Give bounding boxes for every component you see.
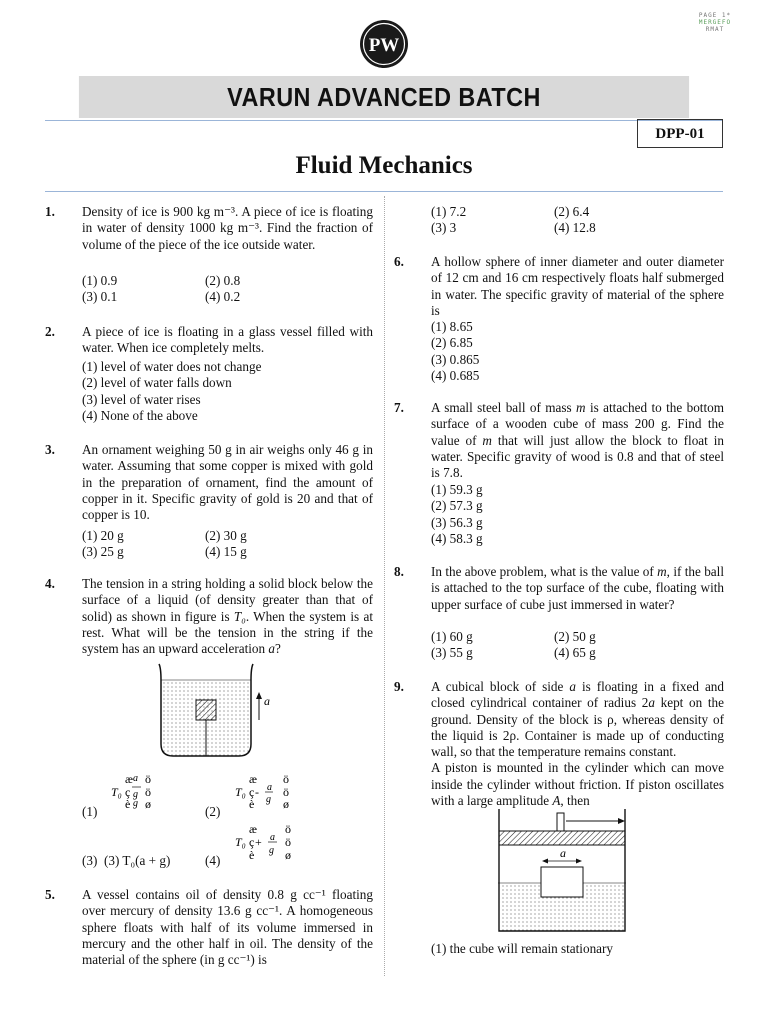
option-2: (2) 0.8 bbox=[205, 273, 241, 288]
option-4: (4) 0.685 bbox=[431, 367, 480, 383]
svg-text:g: g bbox=[133, 798, 138, 809]
option-1: (1) 8.65 bbox=[431, 319, 473, 334]
option-4: (4) 15 g bbox=[205, 544, 247, 559]
option-4: (4) 58.3 g bbox=[431, 530, 483, 546]
acceleration-label: a bbox=[264, 694, 270, 708]
question-text: A vessel contains oil of density 0.8 g cc⁻¹ floating over mercury of density 13.6 g cc⁻¹. A homogeneous sphere floats with half of its volume immersed in mercury and the other half in oil. The density of the material of the sphere (in g cc⁻¹) is bbox=[82, 887, 373, 968]
option-2: (2) 50 g bbox=[554, 629, 596, 644]
option-4: (4) bbox=[205, 853, 221, 868]
svg-text:ø: ø bbox=[285, 848, 291, 862]
question-number: 9. bbox=[394, 679, 404, 694]
pw-logo-text: PW bbox=[368, 35, 400, 56]
question-number: 6. bbox=[394, 254, 404, 269]
svg-text:a: a bbox=[270, 832, 275, 843]
svg-text:T₀: T₀ bbox=[235, 785, 246, 799]
option-4: (4) 65 g bbox=[554, 645, 596, 660]
formula-option-2 bbox=[235, 772, 297, 814]
option-3: (3) 0.1 bbox=[82, 289, 118, 304]
svg-text:ö: ö bbox=[145, 785, 151, 799]
question-text: An ornament weighing 50 g in air weighs only 46 g in water. Assuming that some copper is mixed with gold in the preparation of ornament, find the amount of copper in it. Specific gravity of gold is 20 and that of copper is 10. bbox=[82, 442, 373, 523]
option-2: (2) 30 g bbox=[205, 528, 247, 543]
title-rule bbox=[45, 191, 723, 192]
pw-logo bbox=[359, 19, 409, 69]
svg-text:ö: ö bbox=[285, 835, 291, 849]
svg-text:g: g bbox=[133, 789, 138, 800]
option-1: (1) 59.3 g bbox=[431, 482, 483, 497]
svg-text:-: - bbox=[255, 785, 259, 799]
question-number: 8. bbox=[394, 564, 404, 579]
question-4 bbox=[45, 576, 373, 876]
question-number: 3. bbox=[45, 442, 55, 457]
svg-text:a: a bbox=[267, 782, 272, 793]
svg-text:T₀: T₀ bbox=[111, 785, 122, 799]
svg-text:g: g bbox=[266, 794, 271, 805]
svg-text:+: + bbox=[255, 835, 262, 849]
option-4: (4) None of the above bbox=[82, 407, 198, 423]
question-number: 2. bbox=[45, 324, 55, 339]
option-3: (3) 56.3 g bbox=[431, 514, 483, 530]
question-text: A hollow sphere of inner diameter and outer diameter of 12 cm and 16 cm respectively floats half submerged in water. The specific gravity of material of the sphere is bbox=[431, 254, 724, 318]
option-3: (3) level of water rises bbox=[82, 391, 201, 407]
option-2: (2) 57.3 g bbox=[431, 498, 483, 514]
option-2: (2) 6.4 bbox=[554, 204, 590, 219]
svg-text:ø: ø bbox=[145, 797, 151, 811]
svg-text:ö: ö bbox=[283, 785, 289, 799]
question-number: 5. bbox=[45, 887, 55, 902]
question-text: The tension in a string holding a solid block below the surface of a liquid (of density greater than that of solid) as shown in figure is T₀. When the system is at rest. What will be the tension in the string if the system has an upward acceleration a? bbox=[82, 576, 373, 657]
option-2: (2) 6.85 bbox=[431, 335, 473, 351]
option-4: (4) 0.2 bbox=[205, 289, 241, 304]
option-1: (1) 7.2 bbox=[431, 204, 467, 219]
question-number: 1. bbox=[45, 204, 55, 219]
svg-text:ç: ç bbox=[125, 785, 131, 799]
option-1: (1) 0.9 bbox=[82, 273, 118, 288]
svg-text:a: a bbox=[133, 773, 138, 784]
option-3: (3) 3 bbox=[431, 220, 457, 235]
option-3: (3) (3) T₀(a + g) bbox=[82, 853, 171, 868]
batch-banner: VARUN ADVANCED BATCH bbox=[79, 76, 689, 118]
option-3: (3) 0.865 bbox=[431, 351, 480, 367]
question-text: A cubical block of side a is floating in a fixed and closed cylindrical container of radius 2a kept on the ground. Density of the block is ρ, whereas density of the liquid is 2ρ. Container is made up of conducting wall, so that the temperature remains constant. A piston is mounted in the cylinder which can move inside the cylinder without friction. If piston oscillates with a large amplitude A, then bbox=[431, 679, 724, 809]
svg-text:æ: æ bbox=[249, 772, 258, 786]
question-text: A piece of ice is floating in a glass vessel filled with water. When ice completely melts. bbox=[82, 324, 373, 356]
header-rule bbox=[45, 120, 723, 121]
beaker-figure bbox=[155, 662, 281, 760]
svg-text:æ: æ bbox=[249, 822, 258, 836]
option-1: (1) the cube will remain stationary bbox=[431, 941, 613, 956]
option-1: (1) bbox=[82, 804, 98, 819]
question-text: In the above problem, what is the value of m, if the ball is attached to the top surface of the cube, floating with upper surface of cube just immersed in water? bbox=[431, 564, 724, 612]
option-1: (1) 20 g bbox=[82, 528, 124, 543]
svg-text:è: è bbox=[249, 797, 255, 811]
sheet-label: DPP-01 bbox=[637, 119, 723, 148]
svg-text:æ: æ bbox=[125, 772, 134, 786]
svg-text:ö: ö bbox=[283, 772, 289, 786]
svg-text:è: è bbox=[249, 848, 255, 862]
corner-stamp: PAGE 1* MERGEFO RMAT bbox=[698, 12, 732, 33]
option-2: (2) level of water falls down bbox=[82, 375, 232, 391]
svg-text:ö: ö bbox=[145, 772, 151, 786]
option-1: (1) 60 g bbox=[431, 629, 473, 644]
option-4: (4) 12.8 bbox=[554, 220, 596, 235]
option-3: (3) 55 g bbox=[431, 645, 473, 660]
piston-cylinder-figure bbox=[498, 809, 630, 937]
option-2: (2) bbox=[205, 804, 221, 819]
svg-text:T₀: T₀ bbox=[235, 835, 246, 849]
formula-option-1 bbox=[111, 772, 161, 814]
question-number: 7. bbox=[394, 400, 404, 415]
option-1: (1) level of water does not change bbox=[82, 359, 262, 374]
side-label: a bbox=[560, 846, 566, 860]
column-divider bbox=[384, 196, 385, 976]
svg-text:ç: ç bbox=[249, 785, 255, 799]
svg-text:è: è bbox=[125, 797, 131, 811]
formula-option-4 bbox=[235, 821, 299, 865]
svg-text:ç: ç bbox=[249, 835, 255, 849]
question-text: A small steel ball of mass m is attached to the bottom surface of a wooden cube of mass 200 g. Find the value of m that will just allow the block to float in water. Specific gravity of wood is 0.8 and that of steel is 7.8. bbox=[431, 400, 725, 481]
svg-text:ö: ö bbox=[285, 822, 291, 836]
svg-text:ø: ø bbox=[283, 797, 289, 811]
svg-text:g: g bbox=[269, 845, 274, 856]
question-number: 4. bbox=[45, 576, 55, 591]
page-title: Fluid Mechanics bbox=[295, 152, 473, 179]
option-3: (3) 25 g bbox=[82, 544, 124, 559]
question-text: Density of ice is 900 kg m⁻³. A piece of ice is floating in water of density 1000 kg m⁻³. Find the fraction of volume of the piece of the ice outside water. bbox=[82, 204, 373, 252]
